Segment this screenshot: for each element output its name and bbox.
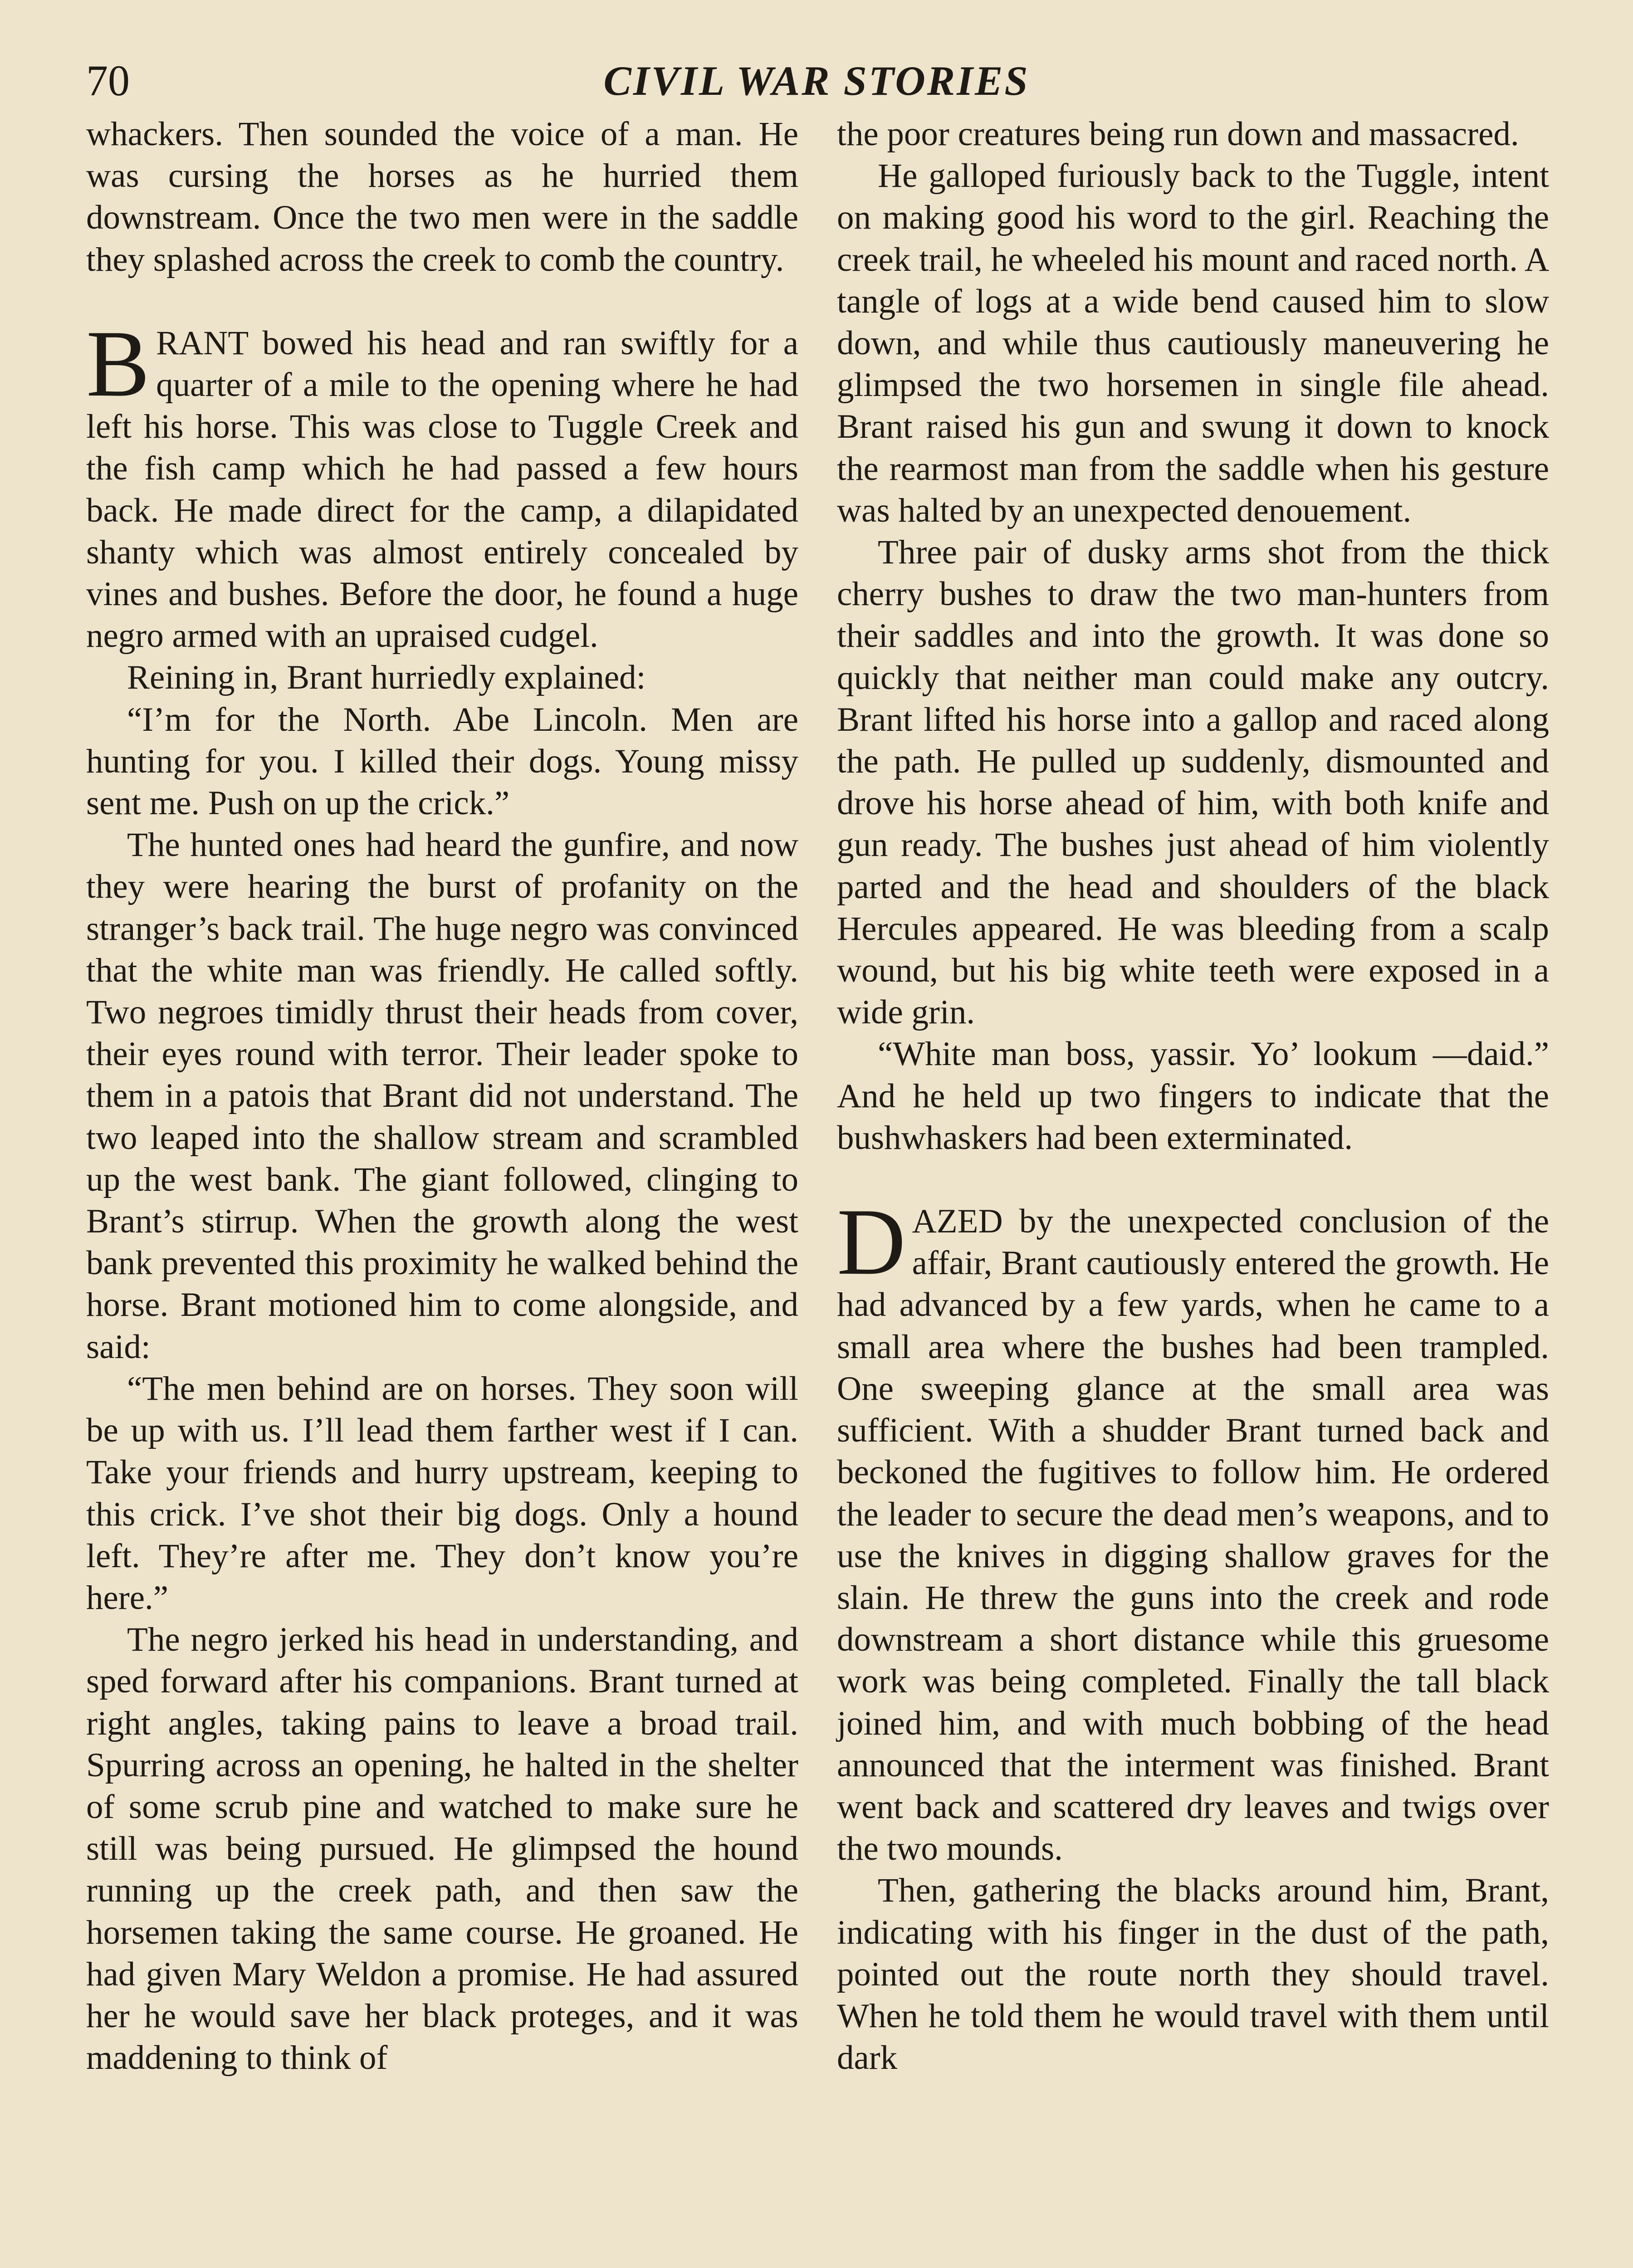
running-head: CIVIL WAR STORIES: [603, 58, 1030, 104]
right-column: [837, 113, 1549, 2079]
left-column: [86, 113, 798, 2079]
paragraph: Then, gathering the blacks around him, Brant, indicating with his finger in the dust of the path, pointed out the route north they should travel. When he told them he would travel with them until dark: [837, 1872, 1549, 2077]
paragraph-dropcap: [837, 1189, 1549, 1870]
paragraph-text: AZED by the unexpected conclusion of the affair, Brant cautiously entered the growth. He had advanced by a few yards, when he came to a small area where the bushes had been trampled. One sweeping glance at the small area was sufficient. With a shudder Brant turned back and beckoned the fugitives to follow him. He ordered the leader to secure the dead men’s weapons, and to use the knives in digging shallow graves for the slain. He threw the guns into the creek and rode downstream a short distance while this gruesome work was being completed. Finally the tall black joined him, and with much bobbing of the head announced that the interment was finished. Brant went back and scattered dry leaves and twigs over the two mounds.: [837, 1202, 1549, 1868]
paragraph: whackers. Then sounded the voice of a man. He was cursing the horses as he hurried them downstream. Once the two men were in the saddle they splashed across the creek to comb the country.: [86, 115, 798, 279]
paragraph: The hunted ones had heard the gunfire, and now they were hearing the burst of profanity on the stranger’s back trail. The huge negro was convinced that the white man was friendly. He called softly. Two negroes timidly thrust their heads from cover, their eyes round with terror. Their leader spoke to them in a patois that Brant did not understand. The two leaped into the shallow stream and scrambled up the west bank. The giant followed, clinging to Brant’s stirrup. When the growth along the west bank prevented this proximity he walked behind the horse. Brant motioned him to come alongside, and said:: [86, 826, 798, 1366]
paragraph: “The men behind are on horses. They soon will be up with us. I’ll lead them farther west if I can. Take your friends and hurry upstream, keeping to this crick. I’ve shot their big dogs. Only a hound left. They’re after me. They don’t know you’re here.”: [86, 1369, 798, 1617]
drop-cap: B: [86, 311, 150, 416]
drop-cap: D: [837, 1189, 906, 1295]
paragraph: the poor creatures being run down and massacred.: [837, 115, 1519, 153]
page-number: 70: [86, 56, 130, 105]
paragraph: “I’m for the North. Abe Lincoln. Men are hunting for you. I killed their dogs. Young missy sent me. Push on up the crick.”: [86, 700, 798, 822]
paragraph: Reining in, Brant hurriedly explained:: [127, 659, 646, 697]
paragraph: The negro jerked his head in understanding, and sped forward after his companions. Brant turned at right angles, taking pains to leave a broad trail. Spurring across an opening, he halted in the shelter of some scrub pine and watched to make sure he still was being pursued. He glimpsed the hound running up the creek path, and then saw the horsemen taking the same course. He groaned. He had given Mary Weldon a promise. He had assured her he would save her black proteges, and it was maddening to think of: [86, 1621, 798, 2077]
paragraph-dropcap: [86, 311, 798, 657]
page-header: [82, 54, 1551, 108]
paragraph: Three pair of dusky arms shot from the thick cherry bushes to draw the two man-hunters from their saddles and into the growth. It was done so quickly that neither man could make any outcry. Brant lifted his horse into a gallop and raced along the path. He pulled up suddenly, dismounted and drove his horse ahead of him, with both knife and gun ready. The bushes just ahead of him violently parted and the head and shoulders of the black Hercules appeared. He was bleeding from a scalp wound, but his big white teeth were exposed in a wide grin.: [837, 533, 1549, 1031]
paragraph-text: RANT bowed his head and ran swiftly for a quarter of a mile to the opening where he had left his horse. This was close to Tuggle Creek and the fish camp which he had passed a few hours back. He made direct for the camp, a dilapidated shanty which was almost entirely concealed by vines and bushes. Before the door, he found a huge negro armed with an upraised cudgel.: [86, 324, 798, 655]
paragraph: He galloped furiously back to the Tuggle, intent on making good his word to the girl. Reaching the creek trail, he wheeled his mount and raced north. A tangle of logs at a wide bend caused him to slow down, and while thus cautiously maneuvering he glimpsed the two horsemen in single file ahead. Brant raised his gun and swung it down to knock the rearmost man from the saddle when his gesture was halted by an unexpected denouement.: [837, 157, 1549, 529]
paragraph: “White man boss, yassir. Yo’ lookum —daid.” And he held up two fingers to indicate that the bushwhaskers had been exterminated.: [837, 1035, 1549, 1157]
